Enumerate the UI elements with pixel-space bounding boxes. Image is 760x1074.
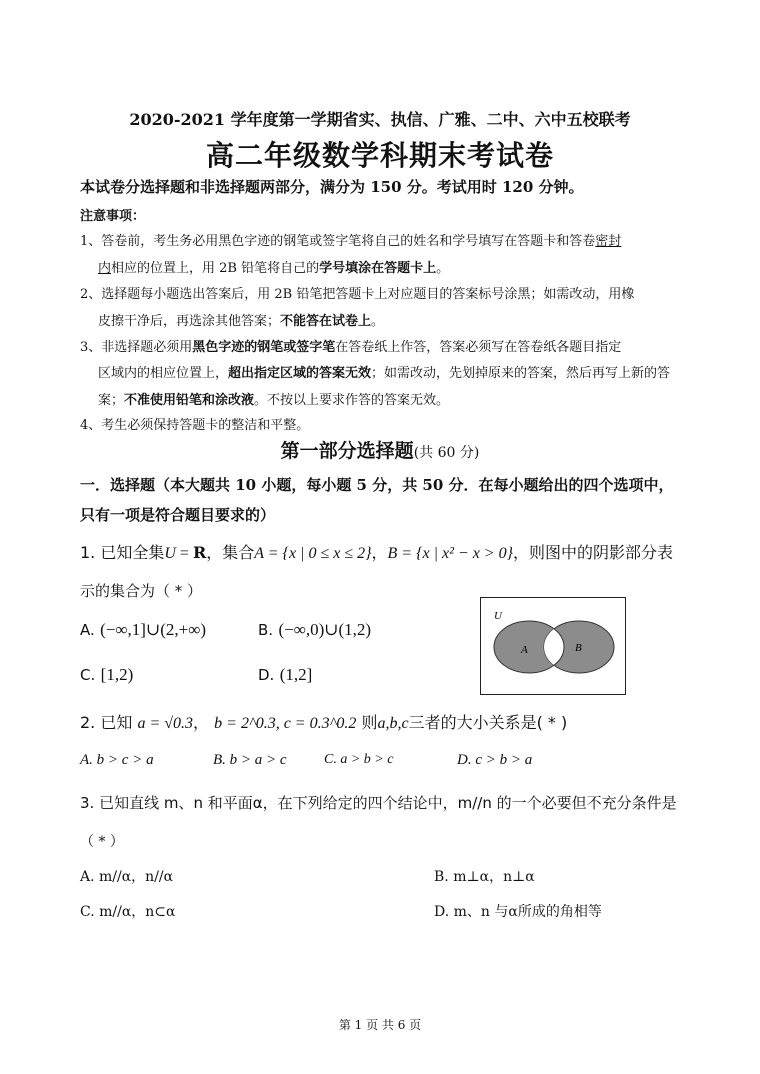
q3-option-b: B. m⊥α，n⊥α: [434, 869, 535, 885]
q2-text: 2. 已知: [80, 713, 133, 732]
q1-set-b: B = {x | x² − x > 0}: [387, 545, 513, 562]
note-1-text: 1、答卷前，考生务必用黑色字迹的钢笔或签字笔将自己的姓名和学号填写在答题卡和答卷: [80, 234, 596, 249]
q1-text-2: ，集合: [206, 543, 255, 562]
q1-option-a: [80, 620, 206, 640]
note-3-text: 3、非选择题必须用: [80, 340, 193, 355]
note-3-text-2: 在答卷纸上作答，答案必须写在答卷纸各题目指定: [335, 340, 622, 355]
q1-stem-2: 示的集合为（ * ）: [80, 582, 203, 600]
part1-score: (共 60 分): [413, 445, 480, 461]
venn-label-b: B: [575, 642, 582, 654]
note-3-line-1: [80, 336, 621, 355]
q1-option-d: [258, 665, 312, 685]
q1-option-c: [80, 665, 133, 685]
q1-option-a-label: A.: [80, 621, 95, 639]
q2-option-b: B. b > a > c: [213, 752, 287, 768]
part1-title: [0, 436, 760, 463]
venn-diagram: [480, 597, 626, 695]
q2-comma: ，: [193, 713, 210, 732]
q2-option-d: D. c > b > a: [457, 752, 533, 768]
q1-set-a: A = {x | 0 ≤ x ≤ 2}: [254, 545, 372, 562]
q1-option-b-label: B.: [258, 621, 274, 639]
q1-option-d-label: D.: [258, 666, 275, 684]
section-heading-line-2: 只有一项是符合题目要求的）: [80, 506, 276, 524]
q1-option-c-label: C.: [80, 666, 96, 684]
note-4: 4、考生必须保持答题卡的整洁和平整。: [80, 418, 310, 433]
note-3-bold-2: 超出指定区域的答案无效: [228, 366, 372, 381]
q3-option-d: D. m、n 与α所成的角相等: [434, 904, 602, 920]
q1-option-b: [258, 620, 371, 640]
q2-option-a: A. b > c > a: [80, 752, 154, 768]
q1-stem: [80, 540, 673, 563]
note-2-bold: 不能答在试卷上: [280, 314, 372, 329]
q1-option-c-value: [1,2): [100, 665, 134, 684]
q2-bc-expr: b = 2^0.3, c = 0.3^0.2: [214, 715, 357, 732]
note-3-line-3: [98, 389, 449, 408]
section-heading-line-1: 一．选择题（本大题共 10 小题，每小题 5 分，共 50 分．在每小题给出的四个选项中，: [80, 476, 674, 494]
q1-real-set: R: [192, 543, 207, 562]
venn-label-u: U: [494, 610, 502, 622]
notes-heading: 注意事项：: [80, 209, 146, 224]
q2-abc: a,b,c: [377, 715, 409, 732]
note-3-bold-3: 不准使用铅笔和涂改液: [124, 393, 255, 408]
note-2-line-2: [98, 310, 384, 329]
q2-text-2: 则: [361, 713, 378, 732]
note-1-text-2: 相应的位置上，用 2B 铅笔将自己的: [111, 261, 320, 276]
exam-title: 高二年级数学科期末考试卷: [205, 139, 554, 172]
note-3-text-6: 。不按以上要求作答的答案无效。: [254, 393, 450, 408]
q2-a-expr: a = √0.3: [137, 715, 194, 732]
q1-text: 1. 已知全集: [80, 543, 165, 562]
venn-label-a: A: [521, 644, 528, 656]
note-2-line-1: 2、选择题每小题选出答案后，用 2B 铅笔把答题卡上对应题目的答案标号涂黑；如需改动，用橡: [80, 287, 635, 302]
note-1-bold: 学号填涂在答题卡上: [319, 261, 437, 276]
q1-text-3: ，则图中的阴影部分表: [513, 543, 674, 562]
q1-option-d-value: (1,2]: [279, 665, 313, 684]
note-1-underline-2: 内: [98, 261, 112, 276]
exam-intro: 本试卷分选择题和非选择题两部分，满分为 150 分。考试用时 120 分钟。: [80, 178, 584, 196]
q1-comma: ，: [371, 543, 388, 562]
q1-equals: =: [175, 545, 193, 562]
note-3-text-4: ；如需改动，先划掉原来的答案，然后再写上新的答: [371, 366, 671, 381]
note-2-end: 。: [371, 314, 385, 329]
note-1-underline: 密封: [595, 234, 622, 249]
page-footer: 第 1 页 共 6 页: [338, 1018, 422, 1032]
q1-option-a-value: (−∞,1]∪(2,+∞): [100, 620, 206, 639]
q1-option-b-value: (−∞,0)∪(1,2): [278, 620, 372, 639]
q1-universal-set: U: [164, 545, 176, 562]
note-2-text: 皮擦干净后，再选涂其他答案；: [98, 314, 281, 329]
q2-stem: [80, 710, 567, 733]
q2-text-3: 三者的大小关系是( * ): [408, 713, 568, 732]
note-3-line-2: [98, 362, 670, 381]
note-3-text-3: 区域内的相应位置上，: [98, 366, 229, 381]
note-3-text-5: 案；: [98, 393, 125, 408]
note-1-end: 。: [436, 261, 450, 276]
q3-option-a: A. m//α，n//α: [80, 869, 174, 885]
exam-subtitle: 2020-2021 学年度第一学期省实、执信、广雅、二中、六中五校联考: [129, 110, 631, 129]
part1-heading: 第一部分选择题: [280, 440, 414, 462]
q3-option-c: C. m//α，n⊂α: [80, 904, 176, 920]
q3-paren: （ * ）: [80, 834, 124, 850]
note-1-line-2: [98, 257, 449, 276]
note-1-line-1: [80, 230, 621, 249]
note-3-bold: 黑色字迹的钢笔或签字笔: [192, 340, 336, 355]
q2-option-c: C. a > b > c: [324, 752, 394, 767]
q3-stem: 3. 已知直线 m、n 和平面α，在下列给定的四个结论中，m//n 的一个必要但不充分条件是: [80, 794, 677, 812]
